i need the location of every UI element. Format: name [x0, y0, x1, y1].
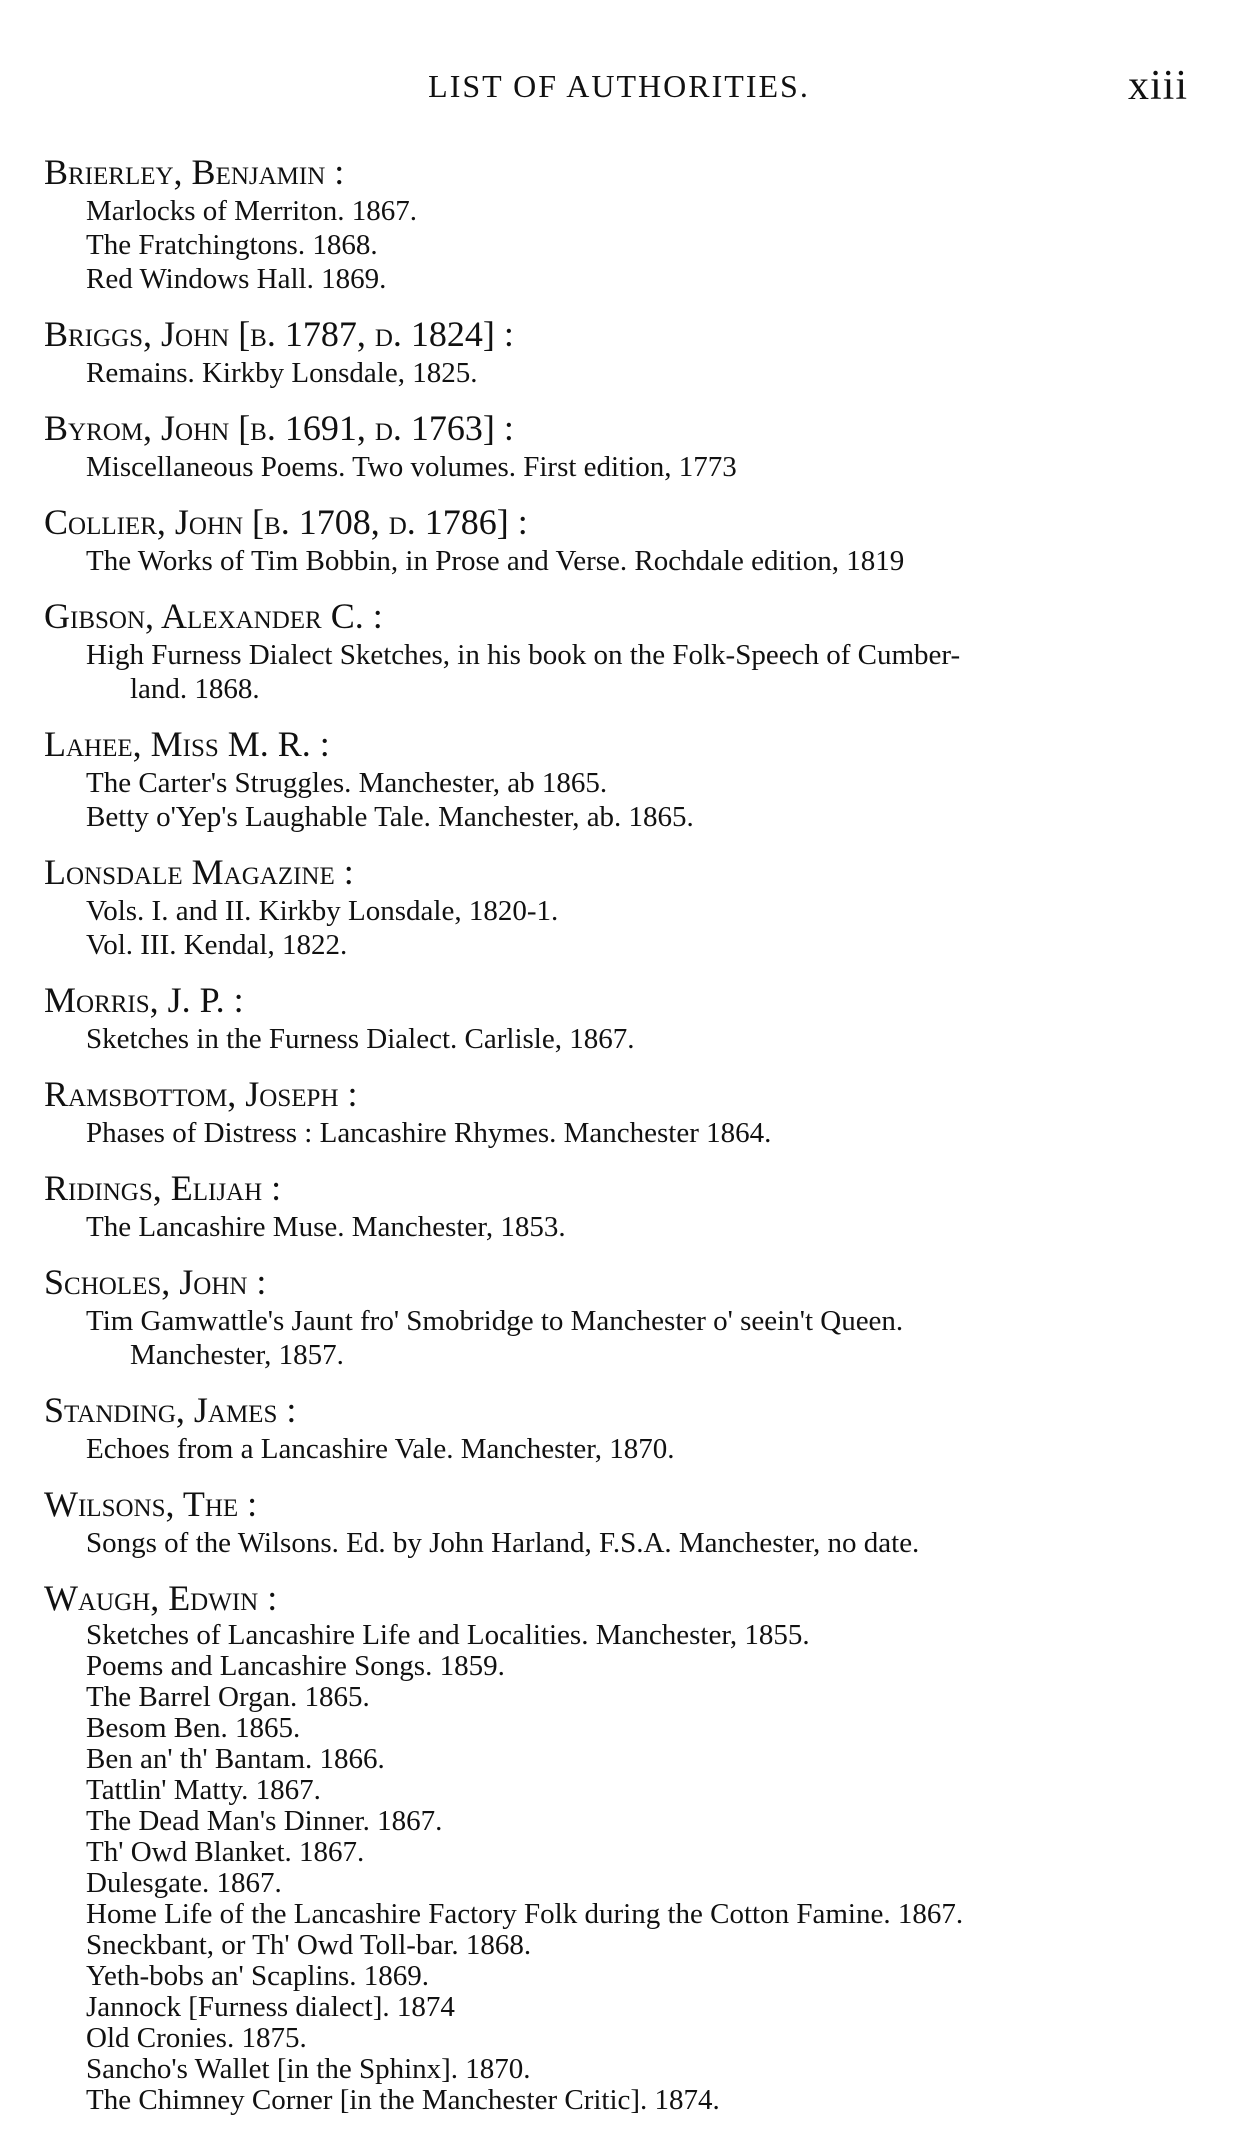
entry-ramsbottom — [0, 1072, 1238, 1150]
work-item: Besom Ben. 1865. — [86, 1712, 301, 1744]
entry-briggs — [0, 312, 1238, 390]
author-heading: Scholes, John : — [44, 1262, 267, 1302]
work-item-first-line: High Furness Dialect Sketches, in his book on the Folk-Speech of Cumber- — [86, 639, 961, 671]
author-heading: Lahee, Miss M. R. : — [44, 724, 330, 764]
work-item: Marlocks of Merriton. 1867. — [86, 195, 418, 227]
work-item: Jannock [Furness dialect]. 1874 — [86, 1991, 455, 2023]
authorities-list — [0, 150, 1238, 2132]
work-item: The Works of Tim Bobbin, in Prose and Verse. Rochdale edition, 1819 — [86, 545, 905, 577]
work-item: The Carter's Struggles. Manchester, ab 1865. — [86, 767, 608, 799]
work-item-continuation: land. 1868. — [130, 673, 260, 705]
works-list — [86, 638, 1238, 706]
entry-wilsons — [0, 1482, 1238, 1560]
author-heading: Ramsbottom, Joseph : — [44, 1074, 358, 1114]
author-heading: Lonsdale Magazine : — [44, 852, 354, 892]
work-item: Tattlin' Matty. 1867. — [86, 1774, 321, 1806]
entry-byrom — [0, 406, 1238, 484]
works-list — [86, 1116, 1238, 1150]
work-item: Remains. Kirkby Lonsdale, 1825. — [86, 357, 478, 389]
work-item: Dulesgate. 1867. — [86, 1867, 282, 1899]
author-heading: Standing, James : — [44, 1390, 297, 1430]
work-item: Phases of Distress : Lancashire Rhymes. Manchester 1864. — [86, 1117, 772, 1149]
entry-collier — [0, 500, 1238, 578]
page-number: xiii — [1127, 63, 1188, 109]
author-heading: Byrom, John [b. 1691, d. 1763] : — [44, 408, 514, 448]
entry-standing — [0, 1388, 1238, 1466]
works-list — [86, 194, 1238, 296]
work-item: Home Life of the Lancashire Factory Folk during the Cotton Famine. 1867. — [86, 1898, 964, 1930]
work-item: Vol. III. Kendal, 1822. — [86, 929, 348, 961]
work-item: Songs of the Wilsons. Ed. by John Harland, F.S.A. Manchester, no date. — [86, 1527, 920, 1559]
works-list — [86, 544, 1238, 578]
work-item: Ben an' th' Bantam. 1866. — [86, 1743, 385, 1775]
author-heading: Gibson, Alexander C. : — [44, 596, 383, 636]
entry-lonsdale-magazine — [0, 850, 1238, 962]
works-list — [86, 766, 1238, 834]
work-item-first-line: Tim Gamwattle's Jaunt fro' Smobridge to Manchester o' seein't Queen. — [86, 1305, 904, 1337]
entry-waugh — [0, 1576, 1238, 2116]
work-item: Poems and Lancashire Songs. 1859. — [86, 1650, 505, 1682]
running-title: LIST OF AUTHORITIES. — [428, 68, 810, 104]
works-list — [86, 1432, 1238, 1466]
page-header — [0, 62, 1238, 112]
work-item: Old Cronies. 1875. — [86, 2022, 307, 2054]
work-item: Th' Owd Blanket. 1867. — [86, 1836, 365, 1868]
work-item: Sancho's Wallet [in the Sphinx]. 1870. — [86, 2053, 531, 2085]
works-list — [86, 894, 1238, 962]
entry-ridings — [0, 1166, 1238, 1244]
author-heading: Brierley, Benjamin : — [44, 152, 345, 192]
works-list — [86, 1210, 1238, 1244]
work-item: Red Windows Hall. 1869. — [86, 263, 387, 295]
work-item: Miscellaneous Poems. Two volumes. First edition, 1773 — [86, 451, 737, 483]
work-item: Yeth-bobs an' Scaplins. 1869. — [86, 1960, 430, 1992]
work-item-continuation: Manchester, 1857. — [130, 1339, 344, 1371]
author-heading: Collier, John [b. 1708, d. 1786] : — [44, 502, 528, 542]
author-heading: Morris, J. P. : — [44, 980, 244, 1020]
works-list — [86, 1022, 1238, 1056]
work-item: Sneckbant, or Th' Owd Toll-bar. 1868. — [86, 1929, 532, 1961]
work-item: The Lancashire Muse. Manchester, 1853. — [86, 1211, 566, 1243]
entry-scholes — [0, 1260, 1238, 1372]
works-list — [86, 1526, 1238, 1560]
entry-lahee — [0, 722, 1238, 834]
work-item: Sketches of Lancashire Life and Localities. Manchester, 1855. — [86, 1619, 810, 1651]
author-heading: Wilsons, The : — [44, 1484, 258, 1524]
author-heading: Ridings, Elijah : — [44, 1168, 282, 1208]
work-item: The Chimney Corner [in the Manchester Critic]. 1874. — [86, 2084, 720, 2116]
work-item: Sketches in the Furness Dialect. Carlisle, 1867. — [86, 1023, 635, 1055]
works-list — [86, 1304, 1238, 1372]
works-list — [86, 450, 1238, 484]
work-item: Betty o'Yep's Laughable Tale. Manchester, ab. 1865. — [86, 801, 694, 833]
works-list — [86, 356, 1238, 390]
work-item: Vols. I. and II. Kirkby Lonsdale, 1820-1. — [86, 895, 559, 927]
work-item: The Dead Man's Dinner. 1867. — [86, 1805, 443, 1837]
entry-morris — [0, 978, 1238, 1056]
work-item: Echoes from a Lancashire Vale. Manchester, 1870. — [86, 1433, 675, 1465]
work-item: The Barrel Organ. 1865. — [86, 1681, 370, 1713]
entry-brierley — [0, 150, 1238, 296]
author-heading: Briggs, John [b. 1787, d. 1824] : — [44, 314, 514, 354]
author-heading: Waugh, Edwin : — [44, 1578, 278, 1618]
works-list — [86, 1620, 1238, 2116]
entry-gibson — [0, 594, 1238, 706]
work-item: The Fratchingtons. 1868. — [86, 229, 378, 261]
